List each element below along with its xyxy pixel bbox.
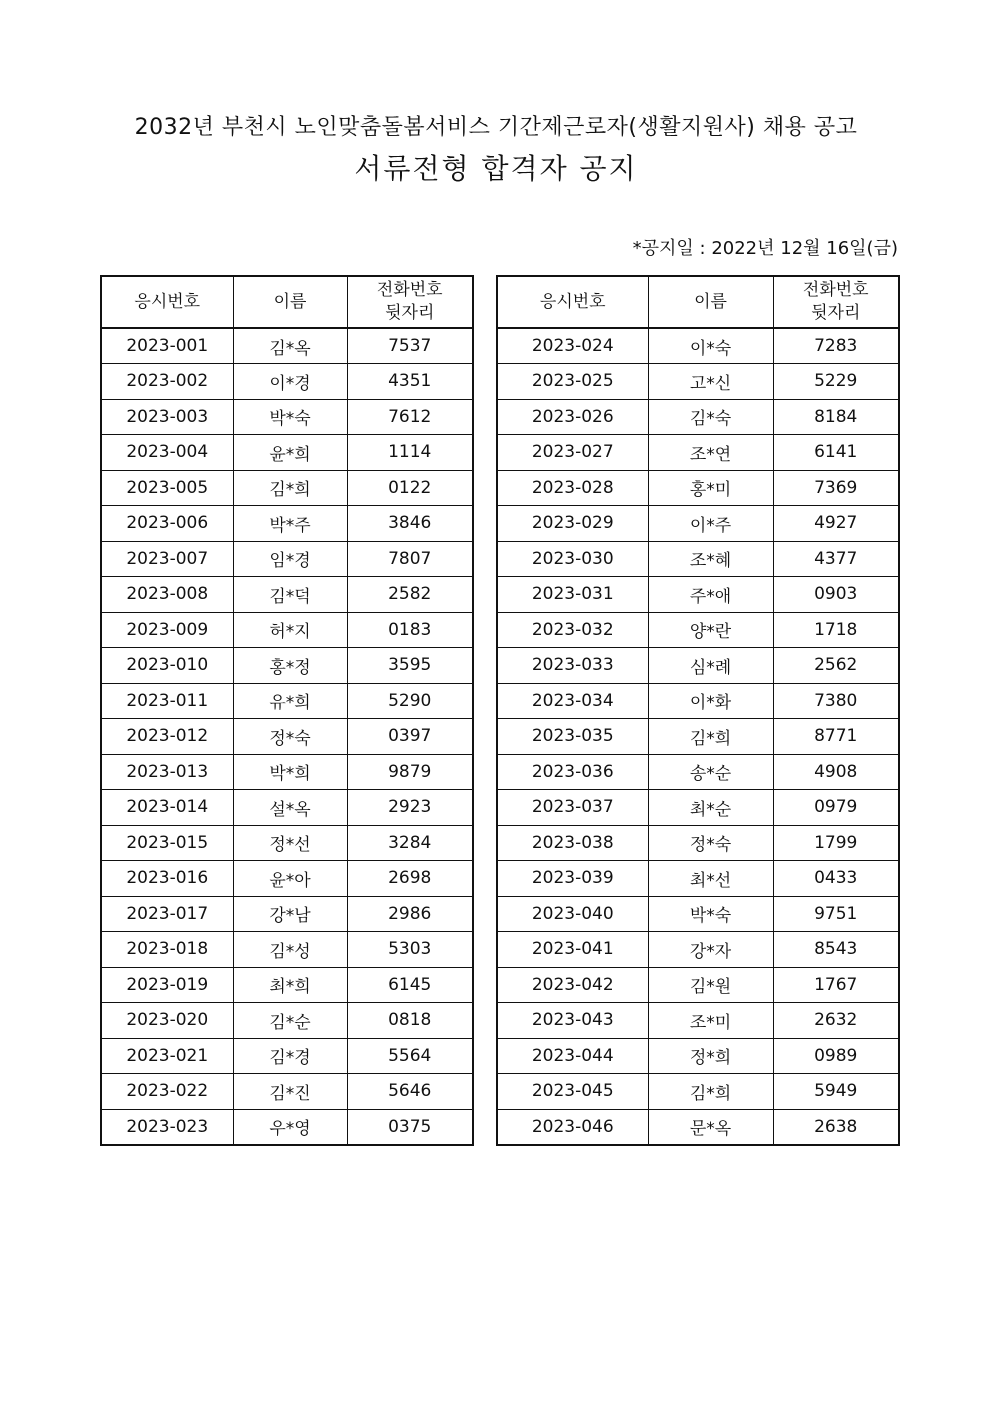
applicant-name-cell: 김*순 <box>233 1003 347 1039</box>
phone-digits-cell: 0375 <box>347 1109 473 1145</box>
phone-digits-cell: 3846 <box>347 506 473 542</box>
header-applicant-number: 응시번호 <box>497 276 648 328</box>
table-row <box>101 1003 473 1039</box>
applicant-number-cell: 2023-031 <box>497 577 648 613</box>
applicant-table-left-body <box>101 328 473 1145</box>
phone-digits-cell: 9879 <box>347 754 473 790</box>
table-row <box>101 861 473 897</box>
applicant-name-cell: 박*숙 <box>648 896 773 932</box>
header-phone-line2: 뒷자리 <box>385 303 435 323</box>
applicant-name-cell: 최*선 <box>648 861 773 897</box>
table-row <box>497 1074 899 1110</box>
notice-subtitle: 서류전형 합격자 공지 <box>354 152 638 185</box>
applicant-name-cell: 정*선 <box>233 825 347 861</box>
applicant-name-cell: 최*순 <box>648 790 773 826</box>
applicant-number-cell: 2023-029 <box>497 506 648 542</box>
table-row <box>497 399 899 435</box>
applicant-name-cell: 김*옥 <box>233 328 347 364</box>
table-row <box>497 648 899 684</box>
applicant-name-cell: 김*경 <box>233 1038 347 1074</box>
phone-digits-cell: 4908 <box>773 754 899 790</box>
phone-digits-cell: 1767 <box>773 967 899 1003</box>
applicant-name-cell: 정*숙 <box>648 825 773 861</box>
applicant-number-cell: 2023-010 <box>101 648 233 684</box>
phone-digits-cell: 0183 <box>347 612 473 648</box>
phone-digits-cell: 6141 <box>773 435 899 471</box>
phone-digits-cell: 3284 <box>347 825 473 861</box>
table-row <box>497 612 899 648</box>
phone-digits-cell: 8184 <box>773 399 899 435</box>
applicant-name-cell: 김*희 <box>648 1074 773 1110</box>
applicant-number-cell: 2023-013 <box>101 754 233 790</box>
phone-digits-cell: 0397 <box>347 719 473 755</box>
applicant-name-cell: 김*원 <box>648 967 773 1003</box>
table-row <box>101 612 473 648</box>
table-row <box>101 932 473 968</box>
table-row <box>101 435 473 471</box>
phone-digits-cell: 4927 <box>773 506 899 542</box>
applicant-table-right-body <box>497 328 899 1145</box>
applicant-number-cell: 2023-028 <box>497 470 648 506</box>
applicant-number-cell: 2023-001 <box>101 328 233 364</box>
phone-digits-cell: 7369 <box>773 470 899 506</box>
applicant-table-left <box>100 275 474 1146</box>
applicant-number-cell: 2023-012 <box>101 719 233 755</box>
table-header-row <box>497 276 899 328</box>
table-row <box>101 825 473 861</box>
table-row <box>497 364 899 400</box>
table-row <box>101 1038 473 1074</box>
table-row <box>101 1109 473 1145</box>
applicant-name-cell: 이*숙 <box>648 328 773 364</box>
header-phone-last-digits <box>347 276 473 328</box>
applicant-name-cell: 이*화 <box>648 683 773 719</box>
applicant-number-cell: 2023-016 <box>101 861 233 897</box>
table-row <box>497 435 899 471</box>
phone-digits-cell: 7807 <box>347 541 473 577</box>
phone-digits-cell: 0989 <box>773 1038 899 1074</box>
applicant-number-cell: 2023-009 <box>101 612 233 648</box>
applicant-number-cell: 2023-018 <box>101 932 233 968</box>
applicant-number-cell: 2023-005 <box>101 470 233 506</box>
phone-digits-cell: 2986 <box>347 896 473 932</box>
header-name: 이름 <box>233 276 347 328</box>
applicant-number-cell: 2023-037 <box>497 790 648 826</box>
table-row <box>101 541 473 577</box>
applicant-number-cell: 2023-044 <box>497 1038 648 1074</box>
phone-digits-cell: 5646 <box>347 1074 473 1110</box>
applicant-number-cell: 2023-004 <box>101 435 233 471</box>
applicant-number-cell: 2023-019 <box>101 967 233 1003</box>
applicant-number-cell: 2023-042 <box>497 967 648 1003</box>
table-row <box>497 861 899 897</box>
header-name: 이름 <box>648 276 773 328</box>
applicant-name-cell: 강*남 <box>233 896 347 932</box>
phone-digits-cell: 5303 <box>347 932 473 968</box>
table-row <box>497 719 899 755</box>
table-row <box>101 577 473 613</box>
applicant-name-cell: 김*진 <box>233 1074 347 1110</box>
phone-digits-cell: 0433 <box>773 861 899 897</box>
table-row <box>497 1038 899 1074</box>
phone-digits-cell: 6145 <box>347 967 473 1003</box>
applicant-name-cell: 조*연 <box>648 435 773 471</box>
applicant-name-cell: 심*례 <box>648 648 773 684</box>
applicant-name-cell: 홍*미 <box>648 470 773 506</box>
table-row <box>101 790 473 826</box>
applicant-number-cell: 2023-017 <box>101 896 233 932</box>
applicant-number-cell: 2023-035 <box>497 719 648 755</box>
applicant-number-cell: 2023-040 <box>497 896 648 932</box>
applicant-number-cell: 2023-034 <box>497 683 648 719</box>
table-header-row <box>101 276 473 328</box>
phone-digits-cell: 7380 <box>773 683 899 719</box>
applicant-name-cell: 박*주 <box>233 506 347 542</box>
table-row <box>497 506 899 542</box>
applicant-name-cell: 설*옥 <box>233 790 347 826</box>
phone-digits-cell: 2638 <box>773 1109 899 1145</box>
applicant-number-cell: 2023-022 <box>101 1074 233 1110</box>
applicant-name-cell: 박*희 <box>233 754 347 790</box>
applicant-number-cell: 2023-003 <box>101 399 233 435</box>
phone-digits-cell: 7537 <box>347 328 473 364</box>
table-row <box>497 967 899 1003</box>
header-applicant-number: 응시번호 <box>101 276 233 328</box>
header-phone-last-digits <box>773 276 899 328</box>
applicant-number-cell: 2023-007 <box>101 541 233 577</box>
header-phone-line2: 뒷자리 <box>811 303 861 323</box>
applicant-number-cell: 2023-008 <box>101 577 233 613</box>
table-row <box>497 1003 899 1039</box>
table-row <box>497 790 899 826</box>
applicant-number-cell: 2023-002 <box>101 364 233 400</box>
phone-digits-cell: 0818 <box>347 1003 473 1039</box>
applicant-number-cell: 2023-021 <box>101 1038 233 1074</box>
phone-digits-cell: 8543 <box>773 932 899 968</box>
table-row <box>497 896 899 932</box>
applicant-number-cell: 2023-039 <box>497 861 648 897</box>
applicant-number-cell: 2023-026 <box>497 399 648 435</box>
table-row <box>497 683 899 719</box>
applicant-name-cell: 최*희 <box>233 967 347 1003</box>
table-row <box>101 648 473 684</box>
table-row <box>497 754 899 790</box>
table-row <box>497 932 899 968</box>
applicant-number-cell: 2023-038 <box>497 825 648 861</box>
applicant-number-cell: 2023-046 <box>497 1109 648 1145</box>
applicant-name-cell: 윤*아 <box>233 861 347 897</box>
applicant-name-cell: 우*영 <box>233 1109 347 1145</box>
applicant-number-cell: 2023-033 <box>497 648 648 684</box>
applicant-number-cell: 2023-011 <box>101 683 233 719</box>
applicant-name-cell: 이*주 <box>648 506 773 542</box>
applicant-name-cell: 조*미 <box>648 1003 773 1039</box>
phone-digits-cell: 4377 <box>773 541 899 577</box>
phone-digits-cell: 8771 <box>773 719 899 755</box>
phone-digits-cell: 2632 <box>773 1003 899 1039</box>
table-row <box>497 541 899 577</box>
applicant-name-cell: 임*경 <box>233 541 347 577</box>
applicant-name-cell: 문*옥 <box>648 1109 773 1145</box>
applicant-name-cell: 이*경 <box>233 364 347 400</box>
applicant-name-cell: 강*자 <box>648 932 773 968</box>
header-phone-line1: 전화번호 <box>376 280 443 300</box>
table-row <box>101 399 473 435</box>
applicant-name-cell: 유*희 <box>233 683 347 719</box>
phone-digits-cell: 5290 <box>347 683 473 719</box>
applicant-name-cell: 김*성 <box>233 932 347 968</box>
table-row <box>497 470 899 506</box>
applicant-number-cell: 2023-032 <box>497 612 648 648</box>
phone-digits-cell: 1799 <box>773 825 899 861</box>
applicant-name-cell: 주*애 <box>648 577 773 613</box>
table-row <box>497 328 899 364</box>
applicant-number-cell: 2023-006 <box>101 506 233 542</box>
applicant-name-cell: 허*지 <box>233 612 347 648</box>
table-row <box>101 719 473 755</box>
table-row <box>497 577 899 613</box>
table-row <box>101 364 473 400</box>
applicant-number-cell: 2023-045 <box>497 1074 648 1110</box>
phone-digits-cell: 3595 <box>347 648 473 684</box>
applicant-number-cell: 2023-036 <box>497 754 648 790</box>
applicant-name-cell: 송*순 <box>648 754 773 790</box>
phone-digits-cell: 4351 <box>347 364 473 400</box>
applicant-name-cell: 정*희 <box>648 1038 773 1074</box>
phone-digits-cell: 0122 <box>347 470 473 506</box>
header-phone-line1: 전화번호 <box>802 280 869 300</box>
applicant-name-cell: 김*희 <box>233 470 347 506</box>
phone-digits-cell: 2562 <box>773 648 899 684</box>
table-row <box>101 328 473 364</box>
applicant-name-cell: 정*숙 <box>233 719 347 755</box>
phone-digits-cell: 5564 <box>347 1038 473 1074</box>
phone-digits-cell: 5229 <box>773 364 899 400</box>
applicant-name-cell: 양*란 <box>648 612 773 648</box>
table-row <box>101 683 473 719</box>
table-row <box>497 825 899 861</box>
applicant-number-cell: 2023-015 <box>101 825 233 861</box>
applicant-number-cell: 2023-041 <box>497 932 648 968</box>
notice-title: 2032년 부천시 노인맞춤돌봄서비스 기간제근로자(생활지원사) 채용 공고 <box>134 115 858 140</box>
applicant-number-cell: 2023-025 <box>497 364 648 400</box>
notice-date: *공지일 : 2022년 12월 16일(금) <box>632 238 898 259</box>
table-row <box>101 967 473 1003</box>
phone-digits-cell: 9751 <box>773 896 899 932</box>
applicant-name-cell: 윤*희 <box>233 435 347 471</box>
phone-digits-cell: 1718 <box>773 612 899 648</box>
applicant-name-cell: 홍*정 <box>233 648 347 684</box>
table-row <box>101 896 473 932</box>
phone-digits-cell: 2698 <box>347 861 473 897</box>
applicant-name-cell: 김*숙 <box>648 399 773 435</box>
table-row <box>497 1109 899 1145</box>
table-row <box>101 754 473 790</box>
applicant-name-cell: 김*덕 <box>233 577 347 613</box>
phone-digits-cell: 0903 <box>773 577 899 613</box>
applicant-number-cell: 2023-043 <box>497 1003 648 1039</box>
phone-digits-cell: 7283 <box>773 328 899 364</box>
phone-digits-cell: 7612 <box>347 399 473 435</box>
applicant-name-cell: 박*숙 <box>233 399 347 435</box>
table-row <box>101 470 473 506</box>
applicant-number-cell: 2023-024 <box>497 328 648 364</box>
applicant-number-cell: 2023-027 <box>497 435 648 471</box>
phone-digits-cell: 2923 <box>347 790 473 826</box>
phone-digits-cell: 5949 <box>773 1074 899 1110</box>
applicant-number-cell: 2023-023 <box>101 1109 233 1145</box>
table-row <box>101 1074 473 1110</box>
applicant-name-cell: 고*신 <box>648 364 773 400</box>
applicant-number-cell: 2023-030 <box>497 541 648 577</box>
applicant-name-cell: 조*혜 <box>648 541 773 577</box>
phone-digits-cell: 1114 <box>347 435 473 471</box>
applicant-number-cell: 2023-020 <box>101 1003 233 1039</box>
phone-digits-cell: 2582 <box>347 577 473 613</box>
applicant-table-right <box>496 275 900 1146</box>
phone-digits-cell: 0979 <box>773 790 899 826</box>
applicant-name-cell: 김*희 <box>648 719 773 755</box>
applicant-number-cell: 2023-014 <box>101 790 233 826</box>
table-row <box>101 506 473 542</box>
